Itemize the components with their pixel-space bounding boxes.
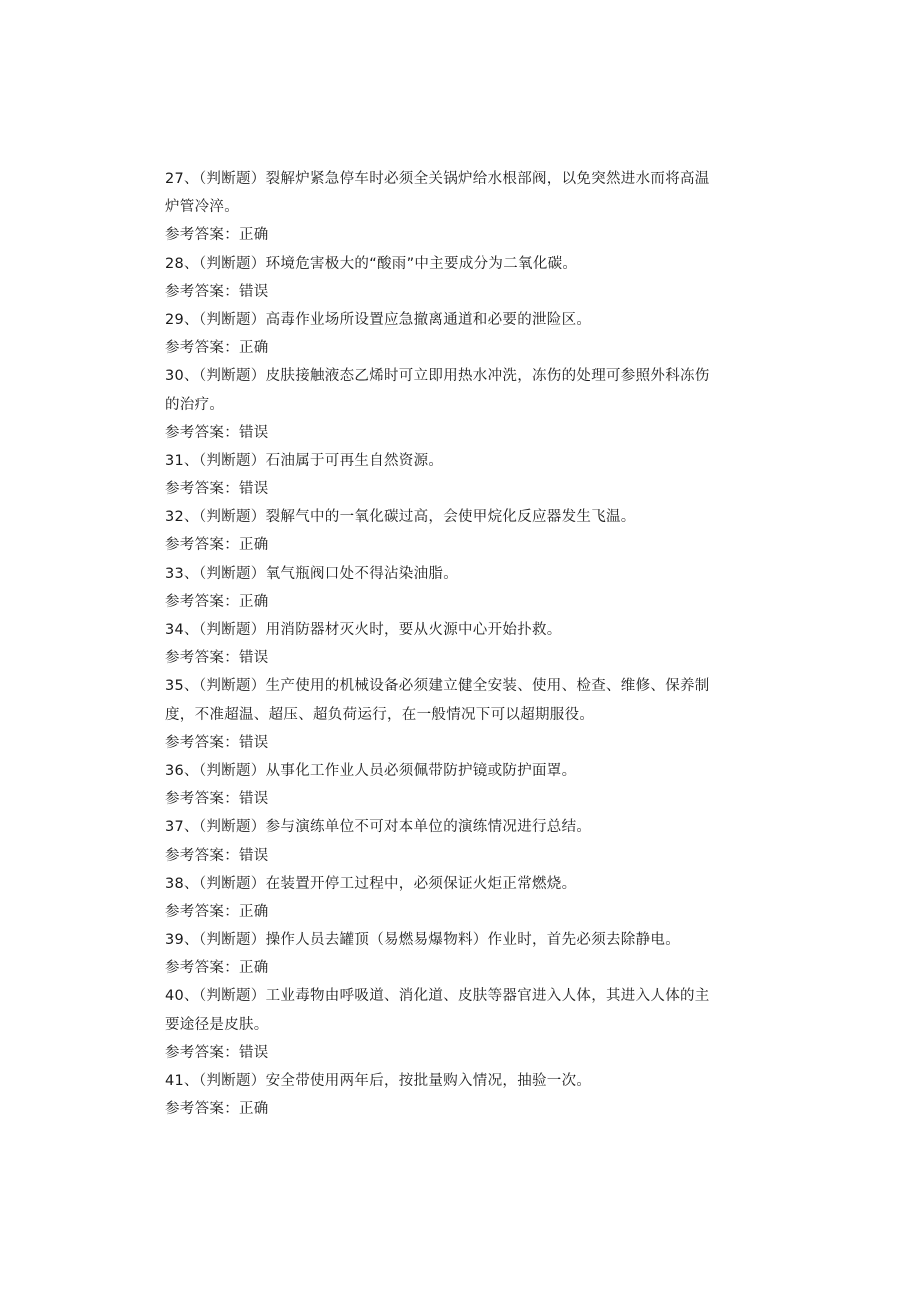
question-text: 39、（判断题）操作人员去罐顶（易燃易爆物料）作业时，首先必须去除静电。 <box>165 932 680 949</box>
question-29 <box>165 306 755 362</box>
answer-text: 参考答案：错误 <box>165 1044 269 1061</box>
question-text: 28、（判断题）环境危害极大的“酸雨”中主要成分为二氧化碳。 <box>165 255 578 272</box>
question-text: 41、（判断题）安全带使用两年后，按批量购入情况，抽验一次。 <box>165 1073 592 1089</box>
answer-text: 参考答案：错误 <box>165 481 269 498</box>
question-text: 34、（判断题）用消防器材灭火时，要从火源中心开始扑救。 <box>165 622 562 638</box>
answer-text: 参考答案：正确 <box>165 903 269 920</box>
question-text: 30、（判断题）皮肤接触液态乙烯时可立即用热水冲洗，冻伤的处理可参照外科冻伤 <box>165 368 710 385</box>
question-37 <box>165 813 755 869</box>
answer-text: 参考答案：正确 <box>165 537 269 554</box>
answer-text: 参考答案：正确 <box>165 960 269 977</box>
question-38 <box>165 870 755 926</box>
question-27 <box>165 165 755 250</box>
question-text: 37、（判断题）参与演练单位不可对本单位的演练情况进行总结。 <box>165 819 592 836</box>
question-text: 38、（判断题）在装置开停工过程中，必须保证火炬正常燃烧。 <box>165 875 577 892</box>
answer-text: 参考答案：正确 <box>165 340 269 357</box>
question-33 <box>165 560 755 616</box>
question-text: 27、（判断题）裂解炉紧急停车时必须全关锅炉给水根部阀，以免突然进水而将高温 <box>165 171 710 187</box>
answer-text: 参考答案：错误 <box>165 650 269 667</box>
question-text: 29、（判断题）高毒作业场所设置应急撤离通道和必要的泄险区。 <box>165 311 592 328</box>
question-text: 33、（判断题）氧气瓶阀口处不得沾染油脂。 <box>165 565 458 582</box>
answer-text: 参考答案：错误 <box>165 847 269 864</box>
question-text: 要途径是皮肤。 <box>165 1016 269 1033</box>
question-31 <box>165 447 755 503</box>
question-text: 31、（判断题）石油属于可再生自然资源。 <box>165 452 444 469</box>
question-35 <box>165 672 755 757</box>
question-36 <box>165 757 755 813</box>
answer-text: 参考答案：错误 <box>165 734 269 751</box>
answer-text: 参考答案：正确 <box>165 227 269 244</box>
question-text: 度，不准超温、超压、超负荷运行，在一般情况下可以超期服役。 <box>165 706 595 723</box>
question-text: 35、（判断题）生产使用的机械设备必须建立健全安装、使用、检查、维修、保养制 <box>165 678 710 695</box>
answer-text: 参考答案：错误 <box>165 424 269 441</box>
question-text: 36、（判断题）从事化工作业人员必须佩带防护镜或防护面罩。 <box>165 762 577 779</box>
question-34 <box>165 616 755 672</box>
answer-text: 参考答案：错误 <box>165 283 269 300</box>
question-41 <box>165 1067 755 1123</box>
question-text: 炉管冷淬。 <box>165 199 239 216</box>
question-text: 32、（判断题）裂解气中的一氧化碳过高，会使甲烷化反应器发生飞温。 <box>165 509 636 526</box>
question-28 <box>165 250 755 306</box>
question-30 <box>165 362 755 447</box>
question-40 <box>165 982 755 1067</box>
question-text: 的治疗。 <box>165 396 225 413</box>
question-text: 40、（判断题）工业毒物由呼吸道、消化道、皮肤等器官进入人体，其进入人体的主 <box>165 988 710 1005</box>
answer-text: 参考答案：正确 <box>165 1101 269 1118</box>
question-39 <box>165 926 755 982</box>
document-page <box>165 165 755 1123</box>
question-32 <box>165 503 755 559</box>
answer-text: 参考答案：错误 <box>165 791 269 808</box>
answer-text: 参考答案：正确 <box>165 593 269 610</box>
